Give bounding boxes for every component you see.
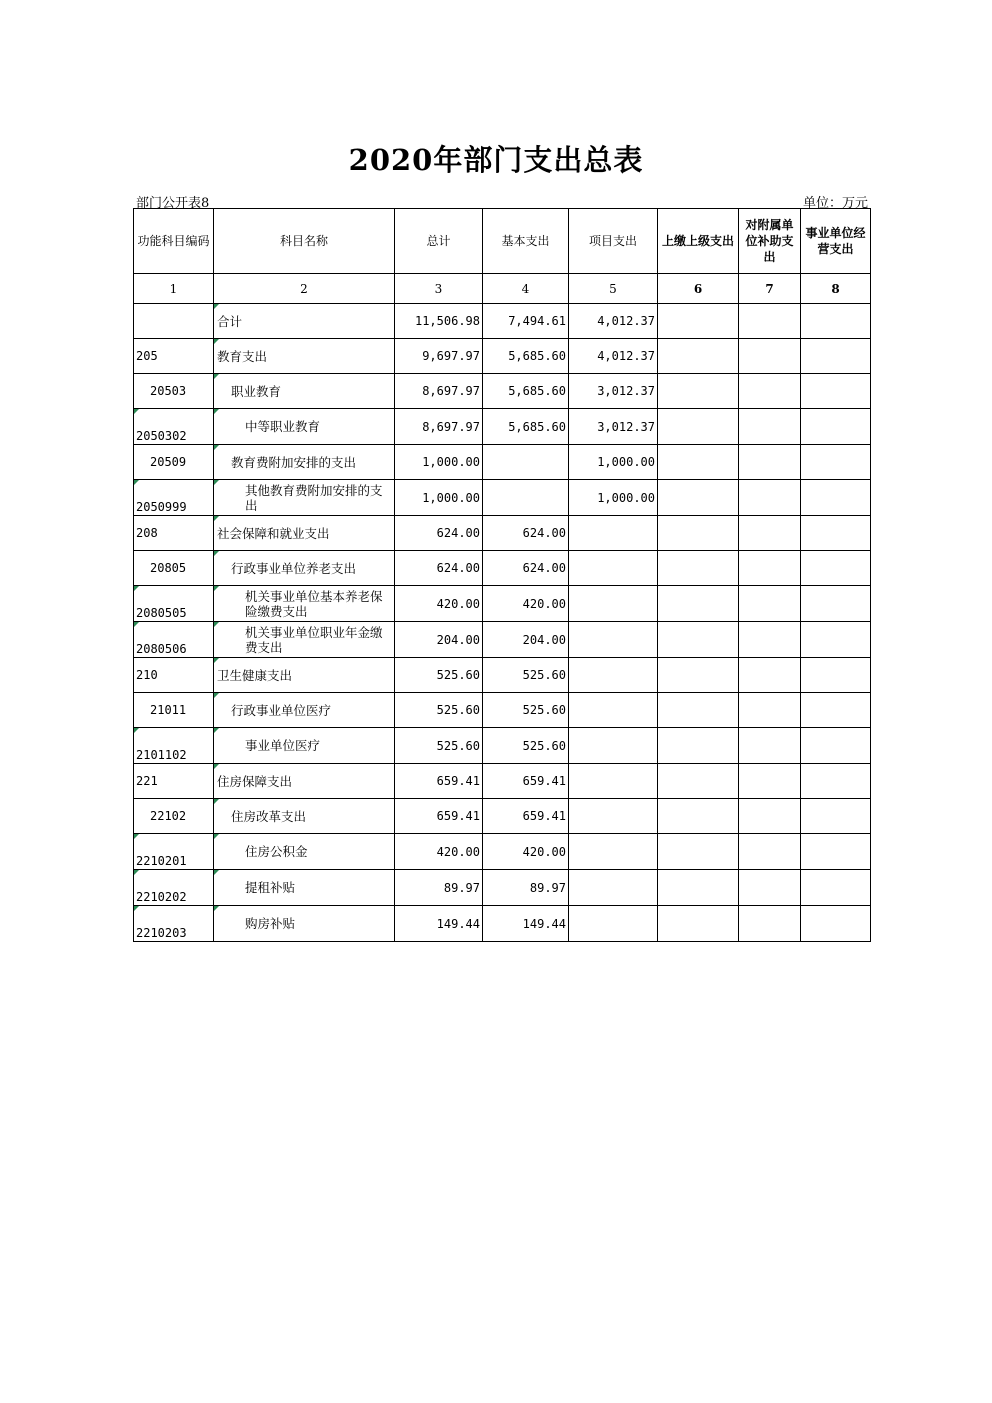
header-project: 项目支出	[569, 209, 658, 274]
cell-business-operation	[801, 906, 871, 942]
cell-name	[214, 586, 395, 622]
cell-name-text: 行政事业单位养老支出	[231, 560, 357, 576]
cell-code	[134, 304, 214, 339]
cell-code-text: 205	[136, 349, 158, 363]
cell-code	[134, 906, 214, 942]
cell-total	[395, 658, 483, 693]
cell-code-text: 2101102	[136, 748, 187, 762]
cell-name	[214, 409, 395, 445]
cell-business-operation	[801, 834, 871, 870]
cell-total-text: 624.00	[436, 561, 480, 575]
cell-business-operation	[801, 339, 871, 374]
table-row	[134, 304, 871, 339]
cell-basic	[483, 551, 569, 586]
cell-marker	[134, 480, 139, 485]
cell-total-text: 525.60	[436, 738, 480, 753]
cell-business-operation	[801, 622, 871, 658]
cell-name-text: 合计	[217, 313, 243, 329]
cell-remit-upper	[658, 906, 739, 942]
cell-remit-upper	[658, 586, 739, 622]
cell-code	[134, 586, 214, 622]
cell-total	[395, 480, 483, 516]
cell-name	[214, 551, 395, 586]
cell-total-text: 89.97	[443, 880, 480, 895]
cell-basic-text: 7,494.61	[508, 314, 566, 328]
cell-code	[134, 693, 214, 728]
cell-remit-upper	[658, 658, 739, 693]
cell-remit-upper	[658, 374, 739, 409]
cell-business-operation	[801, 658, 871, 693]
index-cell: 6	[658, 274, 739, 304]
cell-marker	[134, 906, 139, 911]
cell-total-text: 420.00	[436, 844, 480, 859]
cell-name	[214, 764, 395, 799]
cell-project	[569, 764, 658, 799]
cell-project	[569, 304, 658, 339]
cell-business-operation	[801, 304, 871, 339]
cell-name-text: 教育支出	[217, 348, 268, 364]
cell-subsidy-affiliated	[739, 339, 801, 374]
index-cell: 4	[483, 274, 569, 304]
cell-subsidy-affiliated	[739, 728, 801, 764]
table-label: 部门公开表8	[136, 196, 210, 211]
cell-marker	[214, 622, 219, 627]
cell-business-operation	[801, 445, 871, 480]
cell-subsidy-affiliated	[739, 870, 801, 906]
expenditure-table	[133, 208, 871, 942]
cell-basic	[483, 304, 569, 339]
cell-project-text: 1,000.00	[597, 455, 655, 469]
cell-subsidy-affiliated	[739, 445, 801, 480]
table-row	[134, 622, 871, 658]
cell-marker	[134, 622, 139, 627]
cell-name-text: 其他教育费附加安排的支出	[245, 482, 383, 513]
cell-remit-upper	[658, 764, 739, 799]
cell-project	[569, 551, 658, 586]
cell-name	[214, 480, 395, 516]
cell-code-text: 2050999	[136, 500, 187, 514]
cell-code-text: 2210201	[136, 854, 187, 868]
cell-total-text: 624.00	[436, 526, 480, 540]
cell-marker	[134, 728, 139, 733]
header-row	[134, 209, 871, 274]
table-row	[134, 586, 871, 622]
cell-name-text: 机关事业单位职业年金缴费支出	[245, 624, 383, 655]
cell-total	[395, 409, 483, 445]
cell-basic-text: 624.00	[522, 526, 566, 540]
cell-basic	[483, 445, 569, 480]
cell-project	[569, 693, 658, 728]
cell-business-operation	[801, 586, 871, 622]
cell-name	[214, 870, 395, 906]
cell-marker	[214, 728, 219, 733]
cell-project	[569, 409, 658, 445]
header-name: 科目名称	[214, 209, 395, 274]
table-row	[134, 834, 871, 870]
cell-basic-text: 659.41	[522, 774, 566, 788]
cell-marker	[134, 870, 139, 875]
cell-marker	[214, 339, 219, 344]
cell-basic-text: 5,685.60	[508, 384, 566, 398]
cell-remit-upper	[658, 834, 739, 870]
cell-project-text: 3,012.37	[597, 419, 655, 434]
cell-total	[395, 516, 483, 551]
cell-name	[214, 693, 395, 728]
cell-name-text: 住房保障支出	[217, 773, 293, 789]
cell-total	[395, 622, 483, 658]
cell-code	[134, 516, 214, 551]
cell-total	[395, 764, 483, 799]
cell-project	[569, 586, 658, 622]
cell-basic-text: 525.60	[522, 738, 566, 753]
cell-basic	[483, 834, 569, 870]
cell-code-text: 2210202	[136, 890, 187, 904]
cell-project	[569, 339, 658, 374]
cell-name-text: 事业单位医疗	[245, 738, 321, 753]
cell-project	[569, 516, 658, 551]
cell-marker	[214, 906, 219, 911]
table-row	[134, 658, 871, 693]
cell-name-text: 提租补贴	[245, 880, 296, 895]
cell-name-text: 行政事业单位医疗	[231, 702, 332, 718]
cell-marker	[214, 693, 219, 698]
cell-project-text: 3,012.37	[597, 384, 655, 398]
cell-marker	[214, 409, 219, 414]
cell-basic-text: 420.00	[522, 844, 566, 859]
cell-project	[569, 834, 658, 870]
cell-subsidy-affiliated	[739, 622, 801, 658]
cell-total	[395, 693, 483, 728]
table-row	[134, 445, 871, 480]
cell-marker	[214, 870, 219, 875]
cell-basic	[483, 728, 569, 764]
cell-basic	[483, 409, 569, 445]
cell-code-text: 20805	[150, 561, 187, 575]
cell-business-operation	[801, 728, 871, 764]
cell-total-text: 525.60	[436, 668, 480, 682]
cell-subsidy-affiliated	[739, 304, 801, 339]
cell-code	[134, 551, 214, 586]
cell-name-text: 住房公积金	[245, 844, 308, 859]
cell-marker	[214, 586, 219, 591]
cell-name-text: 卫生健康支出	[217, 667, 293, 683]
cell-project	[569, 480, 658, 516]
cell-basic	[483, 658, 569, 693]
cell-total-text: 8,697.97	[422, 419, 480, 434]
cell-project-text: 4,012.37	[597, 349, 655, 363]
cell-subsidy-affiliated	[739, 516, 801, 551]
unit-label: 单位：万元	[802, 196, 868, 211]
cell-basic-text: 525.60	[522, 703, 566, 717]
header-remit-upper: 上缴上级支出	[658, 209, 739, 274]
cell-project-text: 4,012.37	[597, 314, 655, 328]
cell-total	[395, 728, 483, 764]
cell-name	[214, 728, 395, 764]
cell-name-text: 教育费附加安排的支出	[231, 454, 357, 470]
index-cell: 8	[801, 274, 871, 304]
cell-total-text: 1,000.00	[422, 490, 480, 505]
cell-marker	[214, 799, 219, 804]
table-meta	[134, 192, 870, 211]
index-cell: 2	[214, 274, 395, 304]
cell-total	[395, 870, 483, 906]
cell-marker	[214, 658, 219, 663]
cell-code-text: 210	[136, 668, 158, 682]
cell-subsidy-affiliated	[739, 693, 801, 728]
cell-code	[134, 834, 214, 870]
index-cell: 1	[134, 274, 214, 304]
cell-name	[214, 799, 395, 834]
cell-project	[569, 870, 658, 906]
cell-project	[569, 799, 658, 834]
cell-basic-text: 149.44	[522, 916, 566, 931]
cell-remit-upper	[658, 799, 739, 834]
cell-subsidy-affiliated	[739, 409, 801, 445]
cell-total-text: 8,697.97	[422, 384, 480, 398]
cell-marker	[214, 834, 219, 839]
cell-name-text: 住房改革支出	[231, 808, 307, 824]
cell-name-text: 职业教育	[231, 383, 282, 399]
table-row	[134, 551, 871, 586]
cell-basic	[483, 374, 569, 409]
header-basic: 基本支出	[483, 209, 569, 274]
cell-name	[214, 339, 395, 374]
table-row	[134, 374, 871, 409]
cell-code	[134, 374, 214, 409]
cell-business-operation	[801, 409, 871, 445]
cell-business-operation	[801, 516, 871, 551]
cell-total	[395, 551, 483, 586]
table-row	[134, 480, 871, 516]
cell-subsidy-affiliated	[739, 834, 801, 870]
cell-marker	[134, 586, 139, 591]
table-body	[134, 304, 871, 942]
cell-business-operation	[801, 374, 871, 409]
cell-subsidy-affiliated	[739, 658, 801, 693]
cell-name-text: 社会保障和就业支出	[217, 525, 330, 541]
cell-remit-upper	[658, 870, 739, 906]
table-row	[134, 728, 871, 764]
cell-total	[395, 799, 483, 834]
cell-name-text: 中等职业教育	[245, 419, 321, 434]
cell-code	[134, 658, 214, 693]
cell-total	[395, 445, 483, 480]
cell-name	[214, 622, 395, 658]
cell-name	[214, 374, 395, 409]
cell-basic	[483, 586, 569, 622]
cell-remit-upper	[658, 304, 739, 339]
cell-total-text: 204.00	[436, 632, 480, 647]
cell-total	[395, 586, 483, 622]
header-business-operation: 事业单位经营支出	[801, 209, 871, 274]
cell-code	[134, 799, 214, 834]
cell-name-text: 购房补贴	[245, 916, 296, 931]
cell-basic-text: 89.97	[529, 880, 566, 895]
cell-basic	[483, 870, 569, 906]
cell-basic-text: 420.00	[522, 596, 566, 611]
cell-basic	[483, 693, 569, 728]
table-row	[134, 516, 871, 551]
cell-name	[214, 445, 395, 480]
cell-marker	[214, 445, 219, 450]
cell-basic	[483, 480, 569, 516]
cell-code-text: 2080505	[136, 606, 187, 620]
cell-code-text: 21011	[150, 703, 187, 717]
cell-marker	[214, 516, 219, 521]
cell-code-text: 221	[136, 774, 158, 788]
cell-business-operation	[801, 764, 871, 799]
cell-code	[134, 339, 214, 374]
cell-basic	[483, 764, 569, 799]
cell-subsidy-affiliated	[739, 551, 801, 586]
table-row	[134, 764, 871, 799]
cell-total-text: 9,697.97	[422, 349, 480, 363]
cell-name-text: 机关事业单位基本养老保险缴费支出	[245, 588, 383, 619]
table-row	[134, 799, 871, 834]
cell-code	[134, 870, 214, 906]
cell-total	[395, 906, 483, 942]
cell-total	[395, 304, 483, 339]
cell-total-text: 659.41	[436, 774, 480, 788]
cell-code-text: 20503	[150, 384, 187, 398]
cell-marker	[214, 480, 219, 485]
cell-marker	[214, 374, 219, 379]
cell-remit-upper	[658, 728, 739, 764]
cell-remit-upper	[658, 445, 739, 480]
cell-project	[569, 658, 658, 693]
cell-code-text: 2080506	[136, 642, 187, 656]
cell-business-operation	[801, 870, 871, 906]
cell-subsidy-affiliated	[739, 764, 801, 799]
cell-total-text: 525.60	[436, 703, 480, 717]
cell-basic	[483, 906, 569, 942]
cell-total-text: 420.00	[436, 596, 480, 611]
table-row	[134, 339, 871, 374]
header-code: 功能科目编码	[134, 209, 214, 274]
cell-code-text: 2210203	[136, 926, 187, 940]
header-total: 总计	[395, 209, 483, 274]
cell-business-operation	[801, 551, 871, 586]
cell-code	[134, 480, 214, 516]
cell-code	[134, 764, 214, 799]
cell-name	[214, 906, 395, 942]
cell-name	[214, 658, 395, 693]
cell-remit-upper	[658, 551, 739, 586]
cell-remit-upper	[658, 409, 739, 445]
table-row	[134, 870, 871, 906]
cell-remit-upper	[658, 480, 739, 516]
cell-code	[134, 445, 214, 480]
cell-marker	[214, 304, 219, 309]
index-row	[134, 274, 871, 304]
cell-project	[569, 906, 658, 942]
cell-remit-upper	[658, 339, 739, 374]
cell-basic-text: 5,685.60	[508, 349, 566, 363]
cell-total-text: 149.44	[436, 916, 480, 931]
cell-basic-text: 525.60	[522, 668, 566, 682]
cell-code-text: 2050302	[136, 429, 187, 443]
cell-basic	[483, 516, 569, 551]
cell-basic	[483, 622, 569, 658]
cell-project	[569, 622, 658, 658]
table-row	[134, 409, 871, 445]
cell-total	[395, 834, 483, 870]
cell-code	[134, 728, 214, 764]
cell-name	[214, 304, 395, 339]
cell-basic-text: 5,685.60	[508, 419, 566, 434]
index-cell: 5	[569, 274, 658, 304]
cell-total-text: 1,000.00	[422, 455, 480, 469]
table-row	[134, 693, 871, 728]
cell-total	[395, 374, 483, 409]
cell-marker	[214, 551, 219, 556]
cell-remit-upper	[658, 693, 739, 728]
cell-name	[214, 516, 395, 551]
cell-marker	[214, 764, 219, 769]
cell-code-text: 22102	[150, 809, 187, 823]
cell-basic-text: 659.41	[522, 809, 566, 823]
cell-basic	[483, 799, 569, 834]
cell-subsidy-affiliated	[739, 374, 801, 409]
cell-name	[214, 834, 395, 870]
cell-project	[569, 445, 658, 480]
cell-project	[569, 728, 658, 764]
index-cell: 7	[739, 274, 801, 304]
cell-total-text: 11,506.98	[414, 314, 480, 328]
cell-code	[134, 622, 214, 658]
cell-basic-text: 624.00	[522, 561, 566, 575]
cell-marker	[134, 409, 139, 414]
cell-remit-upper	[658, 622, 739, 658]
cell-subsidy-affiliated	[739, 480, 801, 516]
cell-subsidy-affiliated	[739, 586, 801, 622]
cell-project	[569, 374, 658, 409]
cell-business-operation	[801, 480, 871, 516]
cell-project-text: 1,000.00	[597, 490, 655, 505]
table-row	[134, 906, 871, 942]
index-cell: 3	[395, 274, 483, 304]
cell-basic	[483, 339, 569, 374]
cell-total-text: 659.41	[436, 809, 480, 823]
header-subsidy-affiliated: 对附属单位补助支出	[739, 209, 801, 274]
cell-remit-upper	[658, 516, 739, 551]
cell-code	[134, 409, 214, 445]
cell-subsidy-affiliated	[739, 906, 801, 942]
document-title: 2020年部门支出总表	[348, 143, 644, 177]
cell-code-text: 208	[136, 526, 158, 540]
cell-business-operation	[801, 693, 871, 728]
cell-business-operation	[801, 799, 871, 834]
cell-total	[395, 339, 483, 374]
cell-basic-text: 204.00	[522, 632, 566, 647]
cell-marker	[134, 834, 139, 839]
cell-subsidy-affiliated	[739, 799, 801, 834]
cell-code-text: 20509	[150, 455, 187, 469]
